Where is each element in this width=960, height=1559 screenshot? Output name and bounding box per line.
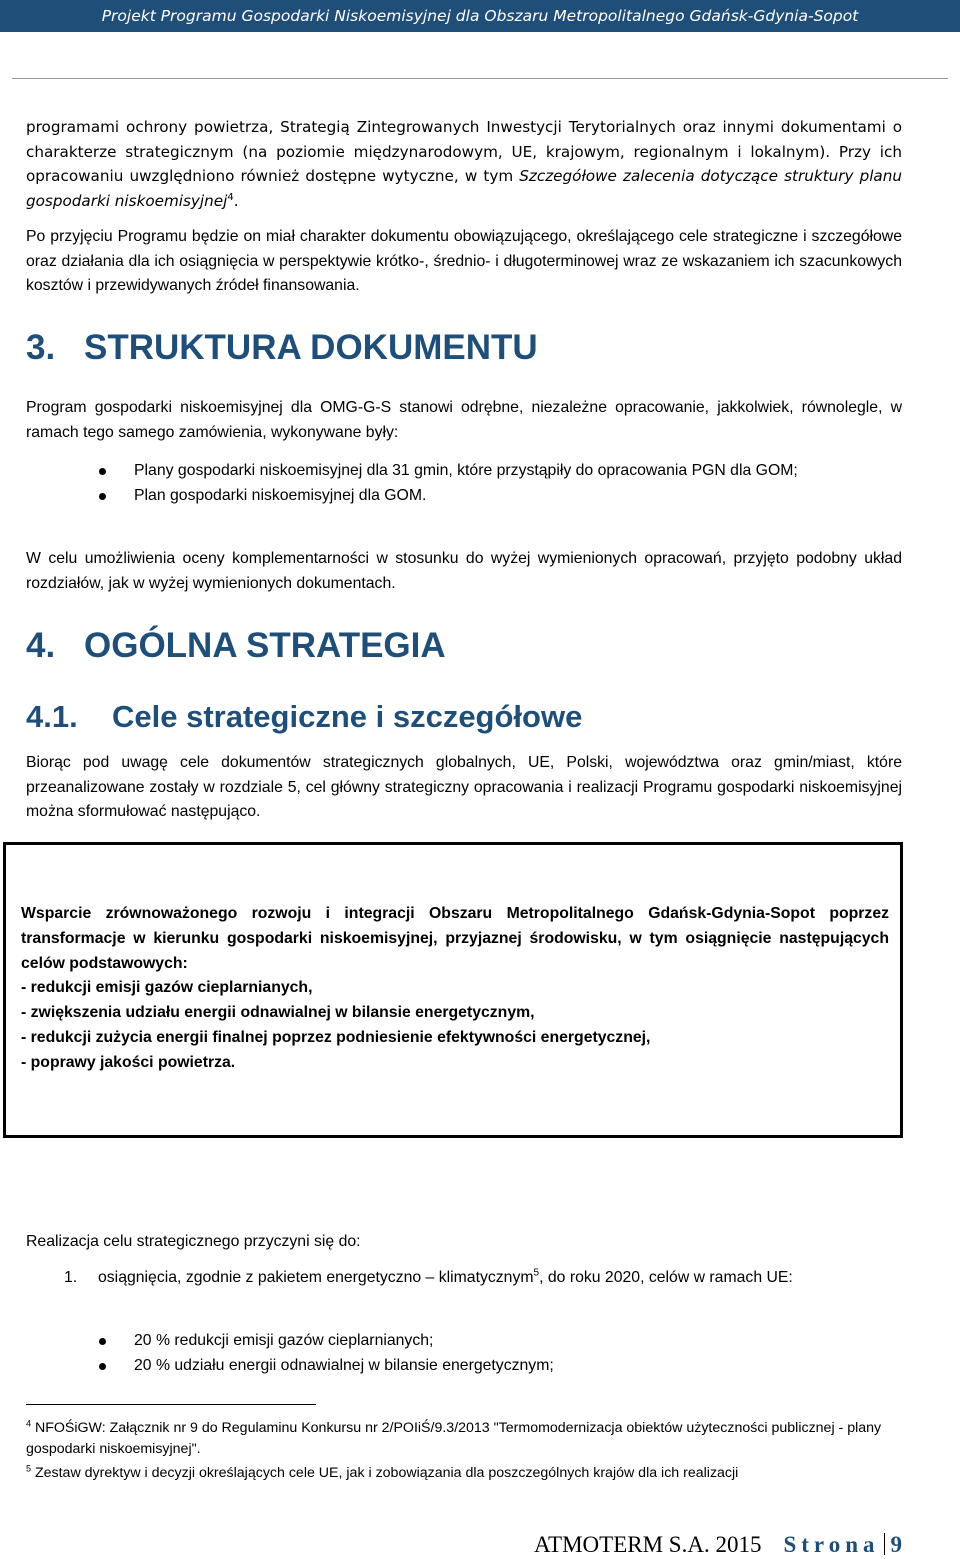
footnote-5 bbox=[26, 1463, 902, 1484]
footnote-ref-5[interactable]: 5 bbox=[533, 1267, 540, 1279]
numbered-item-text bbox=[98, 1266, 902, 1291]
header-divider bbox=[12, 78, 948, 79]
section-4-1-number: 4.1. bbox=[26, 699, 78, 734]
footnote-5-text: Zestaw dyrektyw i decyzji określających cele UE, jak i zobowiązania dla poszczególnych krajów dla ich realizacji bbox=[31, 1465, 739, 1481]
section-3-paragraph-1: Program gospodarki niskoemisyjnej dla OMG-G-S stanowi odrębne, niezależne opracowanie, jakkolwiek, równolegle, w ramach tego samego zamówienia, wykonywane były: bbox=[26, 399, 902, 441]
footnote-mark-4: 4 bbox=[26, 1418, 32, 1429]
numbered-item-text-b: , do roku 2020, celów w ramach UE: bbox=[539, 1269, 793, 1286]
section-4-1-paragraph: Biorąc pod uwagę cele dokumentów strategicznych globalnych, UE, Polski, województwa oraz gmin/miast, które przeanalizowane zostały w rozdziale 5, cel główny strategiczny opracowania i realizacji Programu gospodarki niskoemisyjnej można sformułować następująco. bbox=[26, 754, 902, 820]
bullet-icon bbox=[99, 493, 106, 500]
section-4-title: OGÓLNA STRATEGIA bbox=[84, 626, 446, 665]
numbered-item-text-a: osiągnięcia, zgodnie z pakietem energetyczno – klimatycznym bbox=[98, 1269, 534, 1286]
list-item bbox=[0, 459, 902, 484]
section-3-title: STRUKTURA DOKUMENTU bbox=[84, 328, 538, 367]
section-4-1-heading bbox=[26, 699, 582, 735]
strategic-goal-text bbox=[21, 902, 889, 1076]
realization-bullet-list bbox=[0, 1329, 960, 1378]
list-item-text: 20 % udziału energii odnawialnej w bilansie energetycznym; bbox=[134, 1356, 554, 1374]
goal-item: - zwiększenia udziału energii odnawialnej w bilansie energetycznym, bbox=[21, 1004, 535, 1022]
list-item bbox=[0, 1329, 902, 1354]
realization-intro: Realizacja celu strategicznego przyczyni się do: bbox=[26, 1233, 361, 1250]
strategic-goal-box bbox=[3, 842, 903, 1138]
footer-separator bbox=[884, 1533, 885, 1555]
footnote-4 bbox=[26, 1418, 902, 1460]
list-item-text: Plan gospodarki niskoemisyjnej dla GOM. bbox=[134, 486, 427, 504]
footnote-ref-4[interactable]: 4 bbox=[227, 191, 234, 203]
bullet-icon bbox=[99, 1363, 106, 1370]
footer-page-number: 9 bbox=[890, 1532, 902, 1557]
page-header: Projekt Programu Gospodarki Niskoemisyjnej dla Obszaru Metropolitalnego Gdańsk-Gdynia-Sopot bbox=[0, 0, 960, 32]
list-item bbox=[0, 484, 902, 509]
section-4-number: 4. bbox=[26, 626, 56, 665]
numbered-item-label: 1. bbox=[64, 1269, 78, 1286]
bullet-icon bbox=[99, 468, 106, 475]
intro-paragraph-2: Po przyjęciu Programu będzie on miał charakter dokumentu obowiązującego, określającego cele strategiczne i szczegółowe oraz działania dla ich osiągnięcia w perspektywie krótko-, średnio- i długoterminowej wraz ze wskazaniem ich szacunkowych kosztów i przewidywanych źródeł finansowania. bbox=[26, 228, 902, 294]
bullet-icon bbox=[99, 1338, 106, 1345]
footer-company: ATMOTERM S.A. 2015 bbox=[533, 1532, 762, 1557]
section-3-paragraph-2: W celu umożliwienia oceny komplementarności w stosunku do wyżej wymienionych opracowań, przyjęto podobny układ rozdziałów, jak w wyżej wymienionych dokumentach. bbox=[26, 550, 902, 592]
section-4-heading bbox=[26, 626, 446, 666]
footnote-mark-5: 5 bbox=[26, 1463, 32, 1474]
page-footer bbox=[534, 1531, 902, 1559]
section-3-heading bbox=[26, 328, 538, 368]
list-item-text: 20 % redukcji emisji gazów cieplarnianych; bbox=[134, 1332, 434, 1349]
footnote-4-text: NFOŚiGW: Załącznik nr 9 do Regulaminu Konkursu nr 2/POIiŚ/9.3/2013 "Termomodernizacja obiektów użyteczności publicznej - plany gospodarki niskoemisyjnej". bbox=[26, 1420, 882, 1457]
intro-end: . bbox=[233, 191, 239, 210]
list-item-text: Plany gospodarki niskoemisyjnej dla 31 gmin, które przystąpiły do opracowania PGN dla GOM; bbox=[134, 462, 798, 479]
footnote-divider bbox=[26, 1404, 316, 1405]
section-4-1-title: Cele strategiczne i szczegółowe bbox=[112, 699, 583, 734]
strategic-goal-lead: Wsparcie zrównoważonego rozwoju i integracji Obszaru Metropolitalnego Gdańsk-Gdynia-Sopot poprzez transformacje w kierunku gospodarki niskoemisyjnej, przyjaznej środowisku, w tym osiągnięcie następujących celów podstawowych: bbox=[21, 905, 889, 972]
goal-item: - redukcji zużycia energii finalnej poprzez podniesienie efektywności energetycznej, bbox=[21, 1028, 651, 1046]
footer-page-label: Strona bbox=[783, 1532, 880, 1557]
list-item bbox=[0, 1354, 902, 1379]
goal-item: - poprawy jakości powietrza. bbox=[21, 1053, 236, 1071]
intro-italic-title: Szczegółowe zalecenia dotyczące struktury planu gospodarki niskoemisyjnej bbox=[26, 167, 902, 210]
section-3-number: 3. bbox=[26, 328, 56, 367]
intro-text: programami ochrony powietrza, Strategią Zintegrowanych Inwestycji Terytorialnych oraz innymi dokumentami o charakterze strategicznym (na poziomie międzynarodowym, UE, krajowym, regionalnym i lokalnym). Przy ich opracowaniu uwzględniono również dostępne wytyczne, w tym bbox=[26, 118, 902, 185]
goal-item: - redukcji emisji gazów cieplarnianych, bbox=[21, 979, 313, 997]
intro-paragraph-1 bbox=[26, 115, 902, 213]
section-3-bullet-list bbox=[0, 459, 960, 508]
